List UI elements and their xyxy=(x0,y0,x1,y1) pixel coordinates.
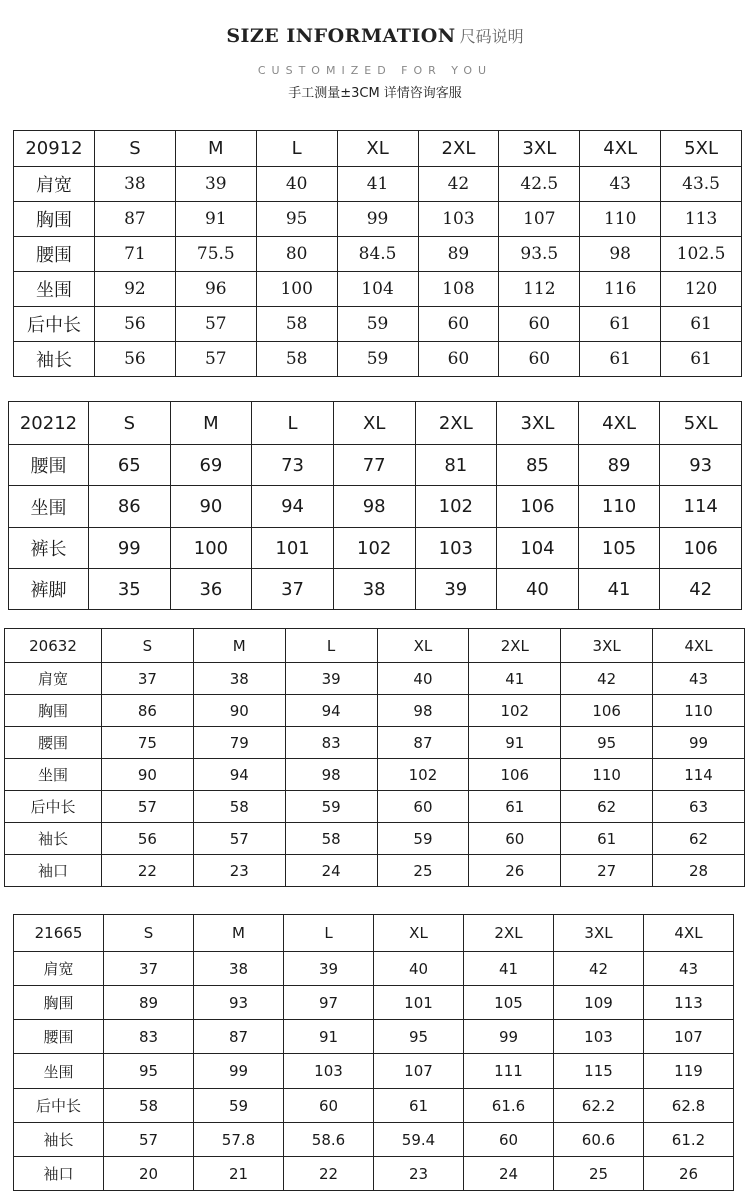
table-row xyxy=(5,855,745,887)
table-row xyxy=(5,823,745,855)
size-label: L xyxy=(252,402,334,445)
measure-cell: 39 xyxy=(284,952,374,986)
measure-cell: 105 xyxy=(464,986,554,1020)
subtitle: CUSTOMIZED FOR YOU xyxy=(257,64,493,77)
row-label: 裤脚 xyxy=(9,569,89,610)
size-label: 4XL xyxy=(644,915,734,952)
size-header-row xyxy=(14,131,742,167)
measure-cell: 113 xyxy=(644,986,734,1020)
measure-cell: 38 xyxy=(95,167,176,202)
row-label: 裤长 xyxy=(9,528,89,569)
measure-cell: 96 xyxy=(175,272,256,307)
measure-cell: 102.5 xyxy=(661,237,742,272)
measure-cell: 38 xyxy=(193,663,285,695)
measure-cell: 61 xyxy=(374,1089,464,1123)
measure-cell: 26 xyxy=(644,1157,734,1191)
measure-cell: 59 xyxy=(194,1089,284,1123)
measure-cell: 58 xyxy=(256,307,337,342)
measure-cell: 107 xyxy=(374,1054,464,1089)
measure-cell: 103 xyxy=(554,1020,644,1054)
measure-cell: 57 xyxy=(175,307,256,342)
row-label: 袖口 xyxy=(14,1157,104,1191)
row-label: 腰围 xyxy=(5,727,102,759)
measure-cell: 114 xyxy=(660,486,742,528)
measure-cell: 102 xyxy=(469,695,561,727)
measure-cell: 38 xyxy=(194,952,284,986)
measure-cell: 60 xyxy=(418,307,499,342)
row-label: 后中长 xyxy=(14,307,95,342)
row-label: 坐围 xyxy=(14,1054,104,1089)
measure-cell: 59 xyxy=(337,307,418,342)
measure-cell: 99 xyxy=(194,1054,284,1089)
measure-cell: 97 xyxy=(284,986,374,1020)
size-header-row xyxy=(5,629,745,663)
measure-cell: 20 xyxy=(104,1157,194,1191)
measure-cell: 60 xyxy=(284,1089,374,1123)
measure-cell: 69 xyxy=(170,445,252,486)
table-row xyxy=(5,663,745,695)
measure-cell: 112 xyxy=(499,272,580,307)
measure-cell: 89 xyxy=(418,237,499,272)
measurement-note: 手工测量±3CM 详情咨询客服 xyxy=(288,86,462,101)
measure-cell: 106 xyxy=(660,528,742,569)
table-row xyxy=(14,1123,734,1157)
measure-cell: 106 xyxy=(469,759,561,791)
measure-cell: 102 xyxy=(377,759,469,791)
measure-cell: 110 xyxy=(580,202,661,237)
measure-cell: 41 xyxy=(469,663,561,695)
measure-cell: 99 xyxy=(464,1020,554,1054)
measure-cell: 41 xyxy=(337,167,418,202)
size-label: 4XL xyxy=(580,131,661,167)
row-label: 袖长 xyxy=(14,1123,104,1157)
measure-cell: 75 xyxy=(102,727,194,759)
measure-cell: 87 xyxy=(377,727,469,759)
row-label: 肩宽 xyxy=(5,663,102,695)
measure-cell: 93 xyxy=(194,986,284,1020)
measure-cell: 59.4 xyxy=(374,1123,464,1157)
style-code: 20632 xyxy=(5,629,102,663)
size-label: S xyxy=(104,915,194,952)
measure-cell: 106 xyxy=(497,486,579,528)
size-table-20212 xyxy=(8,401,742,610)
measure-cell: 87 xyxy=(194,1020,284,1054)
size-header-row xyxy=(14,915,734,952)
measure-cell: 84.5 xyxy=(337,237,418,272)
measure-cell: 75.5 xyxy=(175,237,256,272)
size-table-20912 xyxy=(13,130,742,377)
measure-cell: 105 xyxy=(578,528,660,569)
measure-cell: 42 xyxy=(418,167,499,202)
measure-cell: 42 xyxy=(660,569,742,610)
measure-cell: 26 xyxy=(469,855,561,887)
measure-cell: 40 xyxy=(374,952,464,986)
table-row xyxy=(14,202,742,237)
measure-cell: 115 xyxy=(554,1054,644,1089)
table-row xyxy=(14,272,742,307)
row-label: 胸围 xyxy=(14,986,104,1020)
size-label: 5XL xyxy=(661,131,742,167)
measure-cell: 56 xyxy=(102,823,194,855)
measure-cell: 27 xyxy=(561,855,653,887)
measure-cell: 60 xyxy=(499,307,580,342)
size-label: XL xyxy=(337,131,418,167)
measure-cell: 62 xyxy=(653,823,745,855)
row-label: 胸围 xyxy=(5,695,102,727)
measure-cell: 62 xyxy=(561,791,653,823)
size-label: 3XL xyxy=(561,629,653,663)
measure-cell: 37 xyxy=(102,663,194,695)
measure-cell: 107 xyxy=(499,202,580,237)
size-label: 2XL xyxy=(464,915,554,952)
measure-cell: 106 xyxy=(561,695,653,727)
row-label: 坐围 xyxy=(14,272,95,307)
measure-cell: 59 xyxy=(377,823,469,855)
measure-cell: 43 xyxy=(644,952,734,986)
size-label: 4XL xyxy=(653,629,745,663)
measure-cell: 107 xyxy=(644,1020,734,1054)
measure-cell: 98 xyxy=(285,759,377,791)
measure-cell: 79 xyxy=(193,727,285,759)
measure-cell: 100 xyxy=(170,528,252,569)
size-label: 2XL xyxy=(418,131,499,167)
measure-cell: 101 xyxy=(374,986,464,1020)
measure-cell: 62.2 xyxy=(554,1089,644,1123)
table-row xyxy=(14,1089,734,1123)
row-label: 腰围 xyxy=(14,237,95,272)
row-label: 腰围 xyxy=(14,1020,104,1054)
title-chinese: 尺码说明 xyxy=(459,27,524,46)
measure-cell: 60 xyxy=(499,342,580,377)
measure-cell: 60 xyxy=(418,342,499,377)
measure-cell: 110 xyxy=(578,486,660,528)
measure-cell: 36 xyxy=(170,569,252,610)
measure-cell: 39 xyxy=(175,167,256,202)
measure-cell: 89 xyxy=(104,986,194,1020)
table-row xyxy=(14,1020,734,1054)
measure-cell: 22 xyxy=(284,1157,374,1191)
measure-cell: 95 xyxy=(256,202,337,237)
measure-cell: 65 xyxy=(89,445,171,486)
measure-cell: 99 xyxy=(89,528,171,569)
style-code: 20912 xyxy=(14,131,95,167)
measure-cell: 41 xyxy=(464,952,554,986)
measure-cell: 98 xyxy=(333,486,415,528)
measure-cell: 98 xyxy=(580,237,661,272)
measure-cell: 90 xyxy=(102,759,194,791)
size-label: S xyxy=(95,131,176,167)
table-row xyxy=(14,1054,734,1089)
measure-cell: 43 xyxy=(653,663,745,695)
measure-cell: 90 xyxy=(193,695,285,727)
measure-cell: 37 xyxy=(104,952,194,986)
table-row xyxy=(14,1157,734,1191)
measure-cell: 91 xyxy=(284,1020,374,1054)
measure-cell: 110 xyxy=(653,695,745,727)
measure-cell: 42 xyxy=(554,952,644,986)
measure-cell: 60.6 xyxy=(554,1123,644,1157)
size-label: M xyxy=(194,915,284,952)
style-code: 21665 xyxy=(14,915,104,952)
measure-cell: 111 xyxy=(464,1054,554,1089)
table-row xyxy=(14,167,742,202)
measure-cell: 93 xyxy=(660,445,742,486)
measure-cell: 94 xyxy=(285,695,377,727)
size-label: XL xyxy=(333,402,415,445)
size-table-20632 xyxy=(4,628,745,887)
table-row xyxy=(5,759,745,791)
measure-cell: 114 xyxy=(653,759,745,791)
size-label: M xyxy=(175,131,256,167)
measure-cell: 58.6 xyxy=(284,1123,374,1157)
measure-cell: 23 xyxy=(193,855,285,887)
measure-cell: 91 xyxy=(469,727,561,759)
measure-cell: 120 xyxy=(661,272,742,307)
size-label: XL xyxy=(374,915,464,952)
measure-cell: 101 xyxy=(252,528,334,569)
measure-cell: 61 xyxy=(580,342,661,377)
measure-cell: 58 xyxy=(193,791,285,823)
measure-cell: 81 xyxy=(415,445,497,486)
table-row xyxy=(14,342,742,377)
measure-cell: 94 xyxy=(252,486,334,528)
measure-cell: 86 xyxy=(89,486,171,528)
measure-cell: 39 xyxy=(285,663,377,695)
measure-cell: 61.2 xyxy=(644,1123,734,1157)
row-label: 肩宽 xyxy=(14,167,95,202)
row-label: 坐围 xyxy=(9,486,89,528)
size-label: L xyxy=(284,915,374,952)
page-header xyxy=(0,0,750,110)
measure-cell: 119 xyxy=(644,1054,734,1089)
measure-cell: 37 xyxy=(252,569,334,610)
measure-cell: 83 xyxy=(104,1020,194,1054)
measure-cell: 100 xyxy=(256,272,337,307)
row-label: 肩宽 xyxy=(14,952,104,986)
measure-cell: 99 xyxy=(337,202,418,237)
measure-cell: 57 xyxy=(175,342,256,377)
measure-cell: 95 xyxy=(561,727,653,759)
measure-cell: 61 xyxy=(580,307,661,342)
measure-cell: 85 xyxy=(497,445,579,486)
size-label: S xyxy=(102,629,194,663)
measure-cell: 38 xyxy=(333,569,415,610)
table-row xyxy=(14,986,734,1020)
measure-cell: 80 xyxy=(256,237,337,272)
row-label: 袖长 xyxy=(5,823,102,855)
row-label: 后中长 xyxy=(14,1089,104,1123)
page-title xyxy=(0,24,750,47)
row-label: 腰围 xyxy=(9,445,89,486)
measure-cell: 99 xyxy=(653,727,745,759)
measure-cell: 24 xyxy=(464,1157,554,1191)
row-label: 袖口 xyxy=(5,855,102,887)
measure-cell: 39 xyxy=(415,569,497,610)
measure-cell: 93.5 xyxy=(499,237,580,272)
table-row xyxy=(14,237,742,272)
measure-cell: 43 xyxy=(580,167,661,202)
measure-cell: 24 xyxy=(285,855,377,887)
table-row xyxy=(5,695,745,727)
measure-cell: 108 xyxy=(418,272,499,307)
measure-cell: 63 xyxy=(653,791,745,823)
measure-cell: 57 xyxy=(104,1123,194,1157)
measure-cell: 91 xyxy=(175,202,256,237)
size-label: M xyxy=(193,629,285,663)
row-label: 袖长 xyxy=(14,342,95,377)
measure-cell: 98 xyxy=(377,695,469,727)
size-label: 5XL xyxy=(660,402,742,445)
size-label: XL xyxy=(377,629,469,663)
measure-cell: 58 xyxy=(256,342,337,377)
size-label: L xyxy=(256,131,337,167)
table-row xyxy=(9,569,742,610)
measure-cell: 94 xyxy=(193,759,285,791)
measure-cell: 92 xyxy=(95,272,176,307)
size-label: 2XL xyxy=(415,402,497,445)
measure-cell: 40 xyxy=(497,569,579,610)
measure-cell: 61 xyxy=(561,823,653,855)
measure-cell: 60 xyxy=(464,1123,554,1157)
measure-cell: 42 xyxy=(561,663,653,695)
measure-cell: 56 xyxy=(95,342,176,377)
measure-cell: 71 xyxy=(95,237,176,272)
measure-cell: 83 xyxy=(285,727,377,759)
measure-cell: 40 xyxy=(256,167,337,202)
measure-cell: 35 xyxy=(89,569,171,610)
size-label: 2XL xyxy=(469,629,561,663)
row-label: 胸围 xyxy=(14,202,95,237)
measure-cell: 61 xyxy=(661,342,742,377)
table-row xyxy=(14,307,742,342)
measure-cell: 102 xyxy=(415,486,497,528)
measure-cell: 61 xyxy=(661,307,742,342)
measure-cell: 102 xyxy=(333,528,415,569)
measure-cell: 60 xyxy=(377,791,469,823)
table-row xyxy=(5,791,745,823)
measure-cell: 25 xyxy=(377,855,469,887)
size-header-row xyxy=(9,402,742,445)
measure-cell: 73 xyxy=(252,445,334,486)
measure-cell: 58 xyxy=(104,1089,194,1123)
size-label: 3XL xyxy=(499,131,580,167)
style-code: 20212 xyxy=(9,402,89,445)
measure-cell: 95 xyxy=(104,1054,194,1089)
measure-cell: 60 xyxy=(469,823,561,855)
measure-cell: 40 xyxy=(377,663,469,695)
measure-cell: 61 xyxy=(469,791,561,823)
measure-cell: 57 xyxy=(102,791,194,823)
size-label: 4XL xyxy=(578,402,660,445)
measure-cell: 109 xyxy=(554,986,644,1020)
measure-cell: 23 xyxy=(374,1157,464,1191)
measure-cell: 116 xyxy=(580,272,661,307)
size-table-21665 xyxy=(13,914,734,1191)
size-label: L xyxy=(285,629,377,663)
size-label: 3XL xyxy=(497,402,579,445)
measure-cell: 22 xyxy=(102,855,194,887)
table-row xyxy=(9,528,742,569)
measure-cell: 56 xyxy=(95,307,176,342)
measure-cell: 89 xyxy=(578,445,660,486)
measure-cell: 62.8 xyxy=(644,1089,734,1123)
title-english: SIZE INFORMATION xyxy=(226,25,456,47)
measure-cell: 110 xyxy=(561,759,653,791)
table-row xyxy=(9,486,742,528)
table-row xyxy=(9,445,742,486)
size-label: M xyxy=(170,402,252,445)
table-row xyxy=(5,727,745,759)
measure-cell: 58 xyxy=(285,823,377,855)
measure-cell: 28 xyxy=(653,855,745,887)
measure-cell: 41 xyxy=(578,569,660,610)
measure-cell: 103 xyxy=(415,528,497,569)
measure-cell: 21 xyxy=(194,1157,284,1191)
measure-cell: 43.5 xyxy=(661,167,742,202)
measure-cell: 57 xyxy=(193,823,285,855)
measure-cell: 104 xyxy=(497,528,579,569)
measure-cell: 86 xyxy=(102,695,194,727)
measure-cell: 77 xyxy=(333,445,415,486)
measure-cell: 25 xyxy=(554,1157,644,1191)
measure-cell: 57.8 xyxy=(194,1123,284,1157)
measure-cell: 59 xyxy=(285,791,377,823)
measure-cell: 90 xyxy=(170,486,252,528)
measure-cell: 87 xyxy=(95,202,176,237)
measure-cell: 113 xyxy=(661,202,742,237)
table-row xyxy=(14,952,734,986)
size-label: S xyxy=(89,402,171,445)
measure-cell: 104 xyxy=(337,272,418,307)
measure-cell: 42.5 xyxy=(499,167,580,202)
row-label: 坐围 xyxy=(5,759,102,791)
measure-cell: 61.6 xyxy=(464,1089,554,1123)
row-label: 后中长 xyxy=(5,791,102,823)
measure-cell: 103 xyxy=(418,202,499,237)
measure-cell: 95 xyxy=(374,1020,464,1054)
measure-cell: 103 xyxy=(284,1054,374,1089)
size-label: 3XL xyxy=(554,915,644,952)
measure-cell: 59 xyxy=(337,342,418,377)
